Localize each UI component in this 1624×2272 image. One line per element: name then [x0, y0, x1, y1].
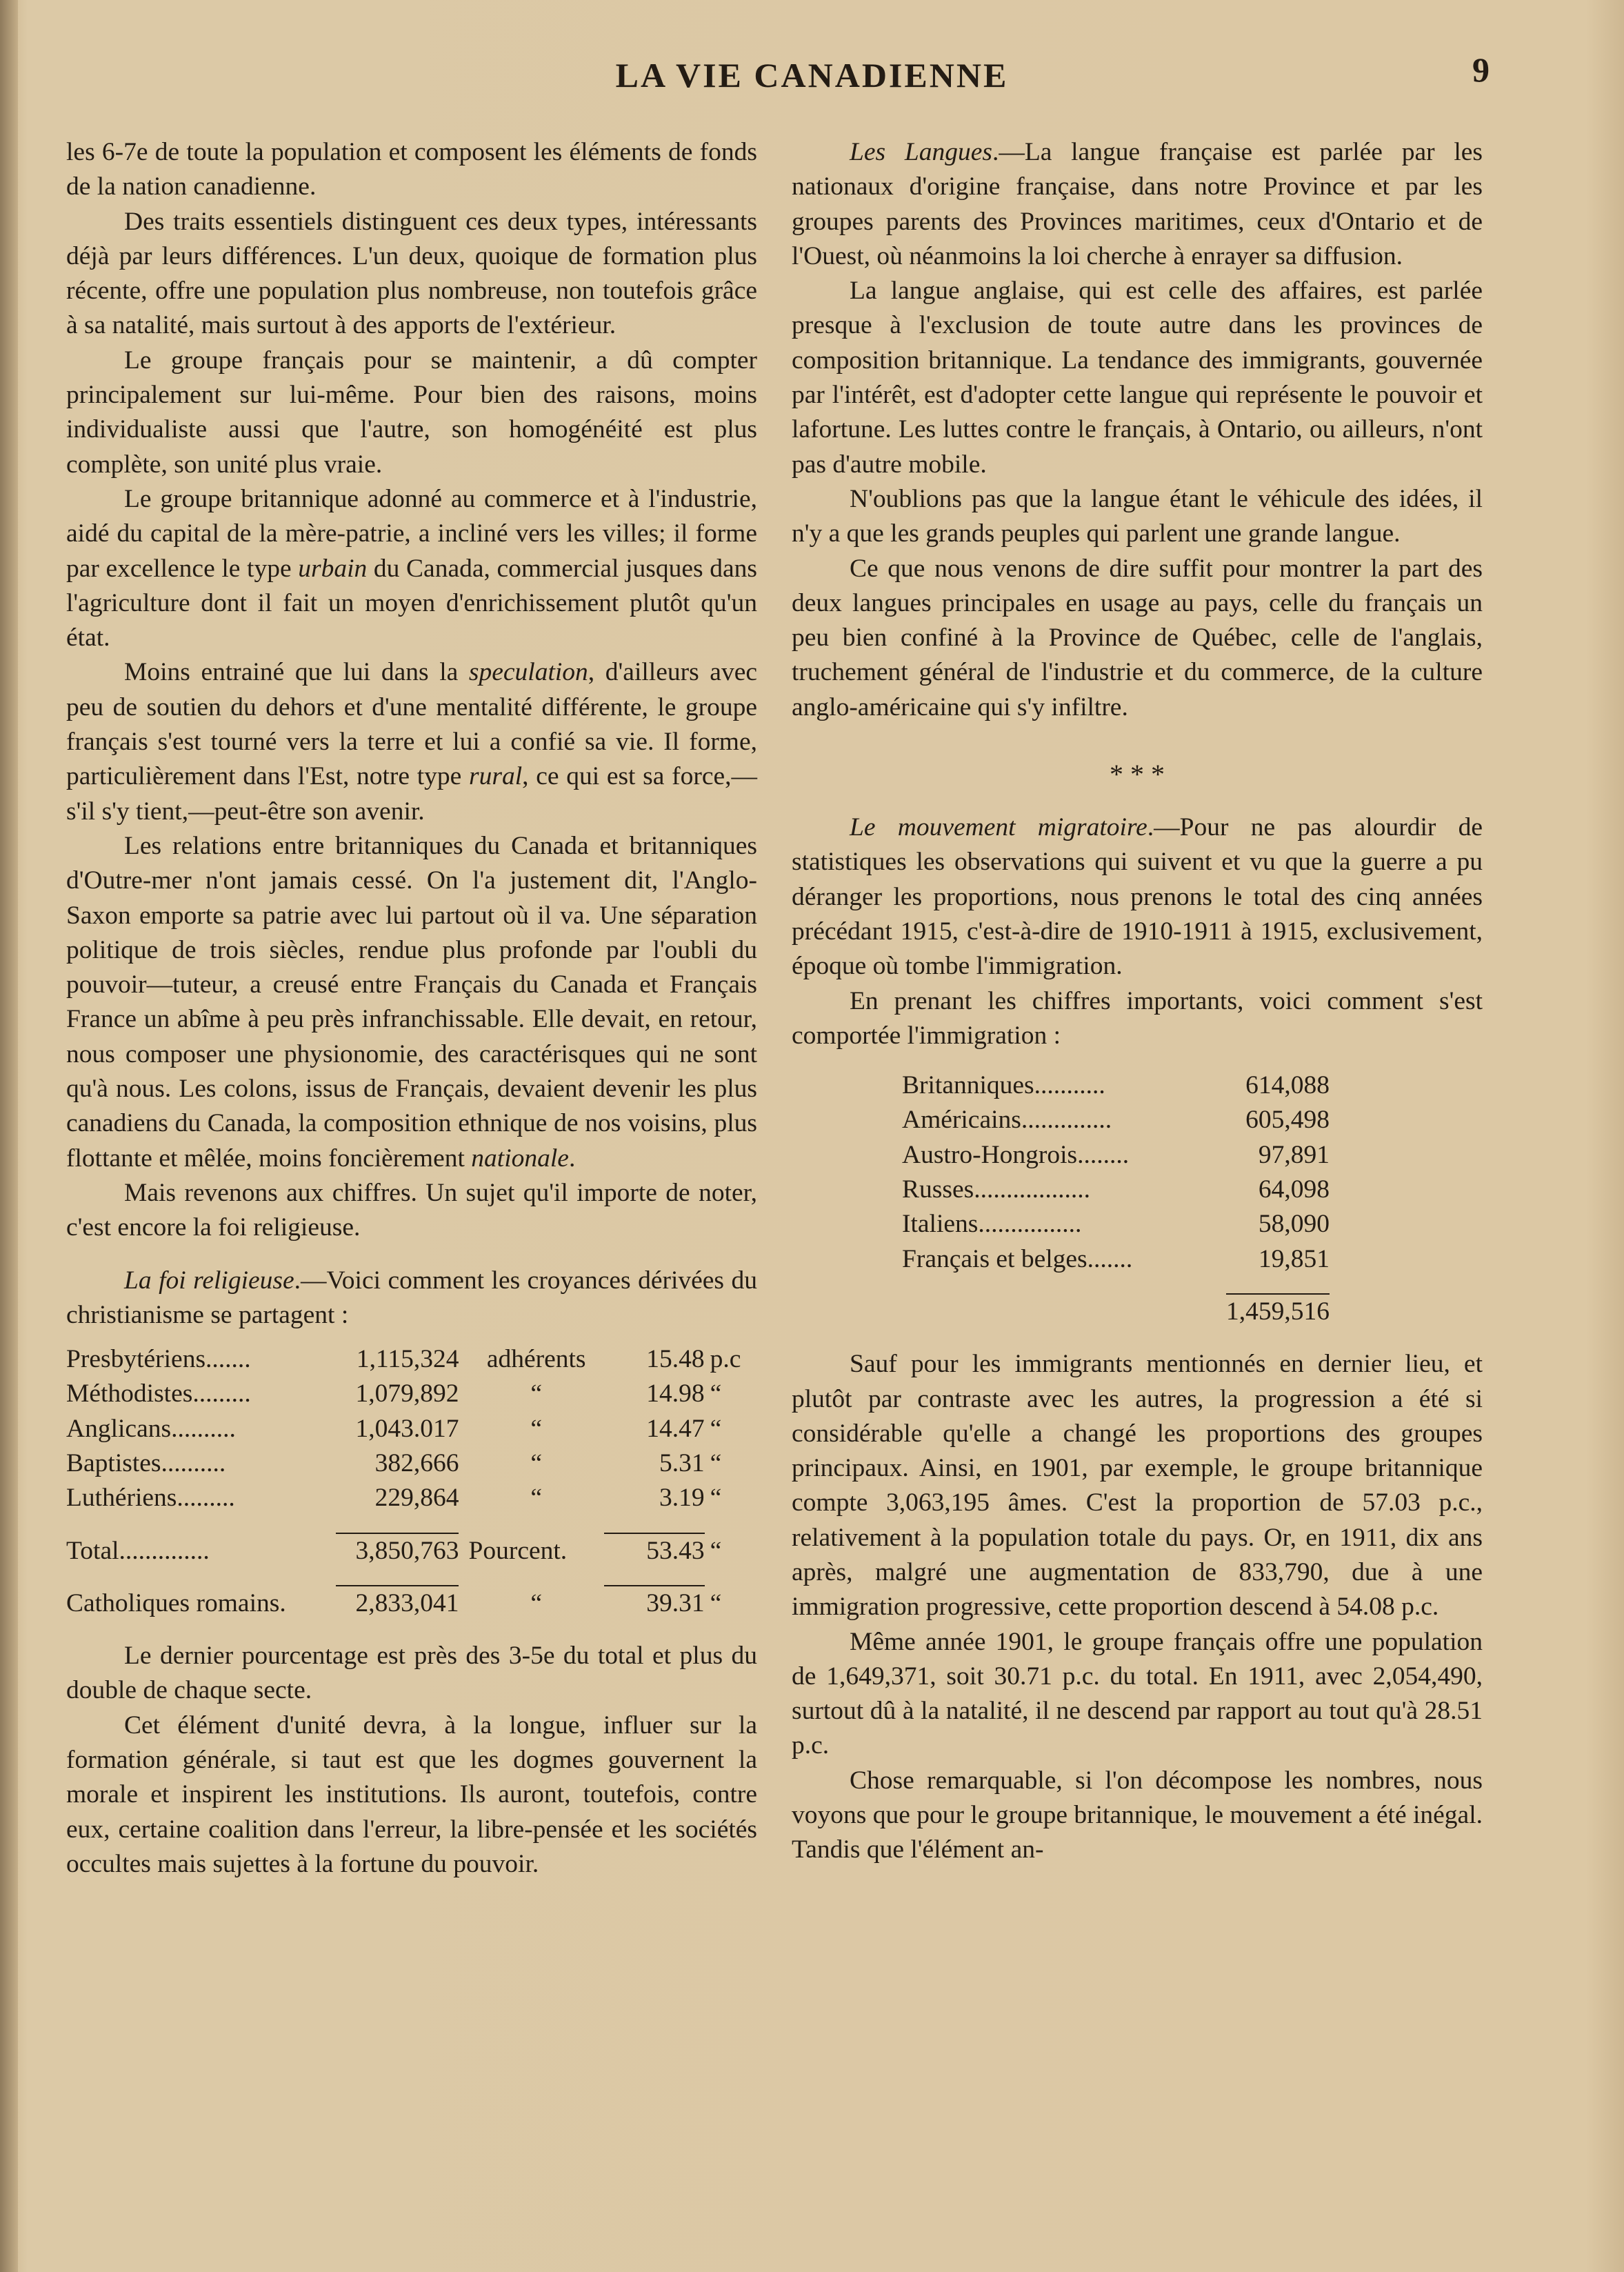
- row-label: Austro-Hongrois: [902, 1140, 1078, 1169]
- spacer: [66, 1246, 757, 1264]
- origin-cell: [902, 1242, 1226, 1277]
- row-label: Américains: [902, 1106, 1021, 1135]
- total-percent: 53.43: [646, 1536, 705, 1565]
- percent-value: 15.48: [646, 1345, 705, 1374]
- text-run: .—La langue française est parlée par les nationaux d'origine française, dans notre Province et par les groupes parents des Provinces maritimes, ceux d'Ontario et de l'Ouest, où néanmoins la loi cherche à enrayer sa diffusion.: [792, 138, 1483, 270]
- unit-label: “: [530, 1484, 542, 1513]
- total-label: Pourcent.: [468, 1536, 568, 1565]
- table-cell: [66, 1568, 336, 1586]
- percent-unit: “: [710, 1414, 722, 1443]
- dot-leaders: ..................: [974, 1175, 1090, 1204]
- total-count: 3,850,763: [355, 1536, 459, 1565]
- table-row: [66, 1481, 757, 1515]
- page-edge: [0, 0, 18, 2272]
- text-run: .—Voici comment les croyances dérivées du christianisme se partagent :: [66, 1266, 757, 1329]
- immigrant-count: 614,088: [1245, 1071, 1330, 1100]
- row-label: Méthodistes: [66, 1379, 193, 1408]
- paragraph: La langue anglaise, qui est celle des affaires, est parlée presque à l'exclusion de toute autre dans les provinces de composition britannique. La tendance des immigrants, gouvernée par l'intérêt, est d'adopter cette langue qui représente le pouvoir et lafortune. Les luttes contre le français, à Ontario, ou ailleurs, n'ont pas d'autre mobile.: [792, 277, 1483, 479]
- paragraph: [66, 829, 757, 1176]
- migration-total: 1,459,516: [1226, 1297, 1330, 1326]
- total-rule: [604, 1533, 705, 1534]
- denomination-cell: Catholiques romains.: [66, 1588, 286, 1617]
- unit-label: “: [530, 1448, 542, 1477]
- text-run: , ce qui est sa force,—s'il s'y tient,—peut-être son avenir.: [66, 762, 757, 826]
- table-rule-row: [66, 1568, 757, 1586]
- text-run: Le groupe britannique adonné au commerce et à l'industrie, aidé du capital de la mère-patrie, a incliné vers les villes; il forme par excellence le type: [66, 484, 757, 583]
- section-paragraph-migration: [792, 810, 1483, 984]
- dot-leaders: ................: [978, 1210, 1082, 1239]
- table-cell: [902, 1295, 1226, 1329]
- immigrant-count: 19,851: [1258, 1244, 1330, 1273]
- row-label: Total: [66, 1536, 119, 1565]
- table-row: [902, 1103, 1330, 1137]
- section-heading: Le mouvement migratoire: [850, 813, 1147, 842]
- section-heading: Les Langues: [850, 138, 992, 166]
- percent-unit: “: [710, 1536, 722, 1565]
- paragraph: Cet élément d'unité devra, à la longue, influer sur la formation générale, si taut est que les dogmes gouvernent la morale et inspirent les institutions. Ils auront, toutefois, contre eux, certaine coalition dans l'erreur, la libre-pensée et les sociétés occultes mais sujettes à la fortune du pouvoir.: [66, 1711, 757, 1878]
- table-row: [902, 1068, 1330, 1103]
- text-run: Les relations entre britanniques du Canada et britanniques d'Outre-mer n'ont jamais cessé. On l'a justement dit, l'Anglo-Saxon emporte sa patrie avec lui partout où il va. Une séparation politique de trois siècles, rendue plus profonde par l'oubli du pouvoir—tuteur, a creusé entre Français du Canada et Français France un abîme à peu près infranchissable. Elle devait, en retour, nous composer une physionomie, des caractérisques qui ne sont qu'à nous. Les colons, issus de Français, devaient devenir les plus canadiens du Canada, la composition ethnique de nos voisins, plus flottante et mêlée, moins foncièrement: [66, 831, 757, 1173]
- origin-cell: [902, 1068, 1226, 1103]
- table-row: [902, 1173, 1330, 1207]
- table-cell: [604, 1516, 705, 1534]
- section-heading: La foi religieuse: [124, 1266, 294, 1295]
- table-cell: [705, 1516, 757, 1534]
- emphasis: nationale: [471, 1144, 569, 1173]
- text-run: du Canada, commercial jusques dans l'agriculture dont il fait un moyen d'enrichissement plutôt qu'un état.: [66, 554, 757, 652]
- dot-leaders: ........: [1077, 1140, 1130, 1169]
- paragraph: Le dernier pourcentage est près des 3-5e du total et plus du double de chaque secte.: [66, 1642, 757, 1705]
- adherents-count: 1,115,324: [356, 1345, 459, 1374]
- row-label: Russes: [902, 1175, 974, 1204]
- emphasis: urbain: [298, 554, 368, 583]
- denomination-cell: [66, 1342, 336, 1377]
- immigrant-count: 64,098: [1258, 1175, 1330, 1204]
- row-label: Anglicans: [66, 1414, 172, 1443]
- total-label-cell: [66, 1534, 336, 1568]
- adherents-count: 1,079,892: [355, 1379, 459, 1408]
- emphasis: rural: [469, 762, 523, 791]
- denomination-cell: [66, 1377, 336, 1411]
- spacer: [792, 1329, 1483, 1347]
- section-paragraph-languages: [792, 135, 1483, 274]
- table-cell: [459, 1568, 603, 1586]
- section-separator-stars: * * *: [1110, 759, 1165, 790]
- table-row: [66, 1412, 757, 1446]
- left-column: [66, 135, 757, 1882]
- row-label: Italiens: [902, 1210, 979, 1239]
- immigrant-count: 97,891: [1258, 1140, 1330, 1169]
- percent-unit: “: [710, 1379, 722, 1408]
- table-cell: [336, 1568, 459, 1586]
- text-run: , d'ailleurs avec peu de soutien du dehors et d'une mentalité différente, le groupe français s'est tourné vers la terre et lui a confié sa vie. Il forme, particulièrement dans l'Est, notre type: [66, 658, 757, 791]
- table-cell: [705, 1568, 757, 1586]
- table-row: [66, 1342, 757, 1377]
- dot-leaders: ...........: [1034, 1071, 1105, 1100]
- paragraph: Le groupe français pour se maintenir, a dû compter principalement sur lui-même. Pour bien des raisons, moins individualiste aussi que l'autre, son homogénéité est plus complète, son unité plus vraie.: [66, 346, 757, 479]
- religion-table: [66, 1342, 757, 1621]
- percent-value: 39.31: [646, 1588, 705, 1617]
- dot-leaders: ..........: [161, 1448, 226, 1477]
- migration-table: [902, 1068, 1330, 1329]
- adherents-count: 382,666: [374, 1448, 459, 1477]
- percent-value: 14.47: [646, 1414, 705, 1443]
- percent-value: 5.31: [659, 1448, 705, 1477]
- paragraph: Chose remarquable, si l'on décompose les nombres, nous voyons que pour le groupe britannique, le mouvement a été inégal. Tandis que l'élément an-: [792, 1766, 1483, 1864]
- unit-label: adhérents: [486, 1345, 586, 1374]
- table-row: [66, 1446, 757, 1481]
- percent-unit: p.c: [710, 1345, 741, 1374]
- paragraph: Des traits essentiels distinguent ces deux types, intéressants déjà par leurs différences. L'un deux, quoique de formation plus récente, offre une population plus nombreuse, non toutefois grâce à sa natalité, mais surtout à des apports de l'extérieur.: [66, 207, 757, 340]
- table-total-row: [66, 1534, 757, 1568]
- table-rule-row: [902, 1277, 1330, 1295]
- paragraph: Sauf pour les immigrants mentionnés en dernier lieu, et plutôt par contraste avec les autres, la progression a été si considérable qu'elle a changé les proportions des groupes principaux. Ainsi, en 1901, par exemple, le groupe britannique compte 3,063,195 âmes. C'est la proportion de 57.03 p.c., relativement à la population totale du pays. Or, en 1911, dix ans après, malgré une augmentation de 833,790, due à une immigration progressive, cette proportion descend à 54.08 p.c.: [792, 1350, 1483, 1622]
- table-row: [902, 1242, 1330, 1277]
- origin-cell: [902, 1173, 1226, 1207]
- paragraph: [66, 482, 757, 655]
- paragraph: Même année 1901, le groupe français offre une population de 1,649,371, soit 30.71 p.c. du total. En 1911, avec 2,054,490, surtout dû à la natalité, il ne descend par rapport au tout qu'à 28.51 p.c.: [792, 1627, 1483, 1760]
- paragraph: Mais revenons aux chiffres. Un sujet qu'il importe de noter, c'est encore la foi religieuse.: [66, 1178, 757, 1242]
- table-row: [902, 1138, 1330, 1173]
- right-column: [792, 135, 1483, 1868]
- unit-label: “: [530, 1379, 542, 1408]
- text-run: Moins entrainé que lui dans la: [124, 658, 469, 687]
- percent-unit: “: [710, 1484, 722, 1513]
- immigrant-count: 605,498: [1245, 1106, 1330, 1135]
- text-run: .: [568, 1144, 576, 1173]
- percent-value: 3.19: [659, 1484, 705, 1513]
- dot-leaders: ..........: [171, 1414, 236, 1443]
- total-rule: [336, 1533, 459, 1534]
- table-cell: [1226, 1277, 1330, 1295]
- table-cell: [902, 1277, 1226, 1295]
- dot-leaders: ..............: [119, 1536, 210, 1565]
- denomination-cell: [66, 1412, 336, 1446]
- section-paragraph-religion: [66, 1264, 757, 1333]
- origin-cell: [902, 1138, 1226, 1173]
- paragraph: En prenant les chiffres importants, voici comment s'est comportée l'immigration :: [792, 986, 1483, 1050]
- unit-label: “: [530, 1588, 542, 1617]
- emphasis: speculation: [468, 658, 588, 687]
- dot-leaders: .........: [177, 1484, 235, 1513]
- table-row: [902, 1207, 1330, 1242]
- text-run: .—Pour ne pas alourdir de statistiques les observations qui suivent et vu que la guerre a pu déranger les proportions, nous prenons le total des cinq années précédant 1915, c'est-à-dire de 1910-1911 à 1915, exclusivement, époque où tombe l'immigration.: [792, 813, 1483, 981]
- total-rule: [604, 1585, 705, 1586]
- spacer: [66, 1621, 757, 1639]
- row-label: Britanniques: [902, 1071, 1034, 1100]
- percent-unit: “: [710, 1448, 722, 1477]
- row-label: Luthériens: [66, 1484, 177, 1513]
- adherents-count: 1,043.017: [355, 1414, 459, 1443]
- table-cell: [459, 1516, 603, 1534]
- running-header-title: LA VIE CANADIENNE: [615, 56, 1009, 94]
- paragraph: les 6-7e de toute la population et composent les éléments de fonds de la nation canadienne.: [66, 138, 757, 201]
- origin-cell: [902, 1103, 1226, 1137]
- paragraph: [66, 655, 757, 828]
- adherents-count: 2,833,041: [355, 1588, 459, 1617]
- dot-leaders: ..............: [1021, 1106, 1112, 1135]
- table-cell: [66, 1516, 336, 1534]
- adherents-count: 229,864: [374, 1484, 459, 1513]
- percent-value: 14.98: [646, 1379, 705, 1408]
- denomination-cell: [66, 1481, 336, 1515]
- page-number: 9: [1472, 50, 1490, 89]
- percent-unit: “: [710, 1588, 722, 1617]
- paragraph: N'oublions pas que la langue étant le véhicule des idées, il n'y a que les grands peuples qui parlent une grande langue.: [792, 484, 1483, 548]
- dot-leaders: .......: [1087, 1244, 1133, 1273]
- row-label: Baptistes: [66, 1448, 161, 1477]
- denomination-cell: [66, 1446, 336, 1481]
- row-label: Presbytériens: [66, 1345, 206, 1374]
- total-rule: [336, 1585, 459, 1586]
- row-label: Français et belges: [902, 1244, 1087, 1273]
- origin-cell: [902, 1207, 1226, 1242]
- total-rule: [1226, 1293, 1330, 1295]
- table-cell: [604, 1568, 705, 1586]
- table-row: [66, 1377, 757, 1411]
- table-rule-row: [66, 1516, 757, 1534]
- table-row-catholic: [66, 1586, 757, 1621]
- dot-leaders: .........: [192, 1379, 251, 1408]
- paragraph: Ce que nous venons de dire suffit pour montrer la part des deux langues principales en usage au pays, celle du français un peu bien confiné à la Province de Québec, celle de l'anglais, truchement général de l'industrie et du commerce, de la culture anglo-américaine qui s'y infiltre.: [792, 554, 1483, 721]
- immigrant-count: 58,090: [1258, 1210, 1330, 1239]
- dot-leaders: .......: [205, 1345, 251, 1374]
- table-cell: [336, 1516, 459, 1534]
- unit-label: “: [530, 1414, 542, 1443]
- table-total-row: [902, 1295, 1330, 1329]
